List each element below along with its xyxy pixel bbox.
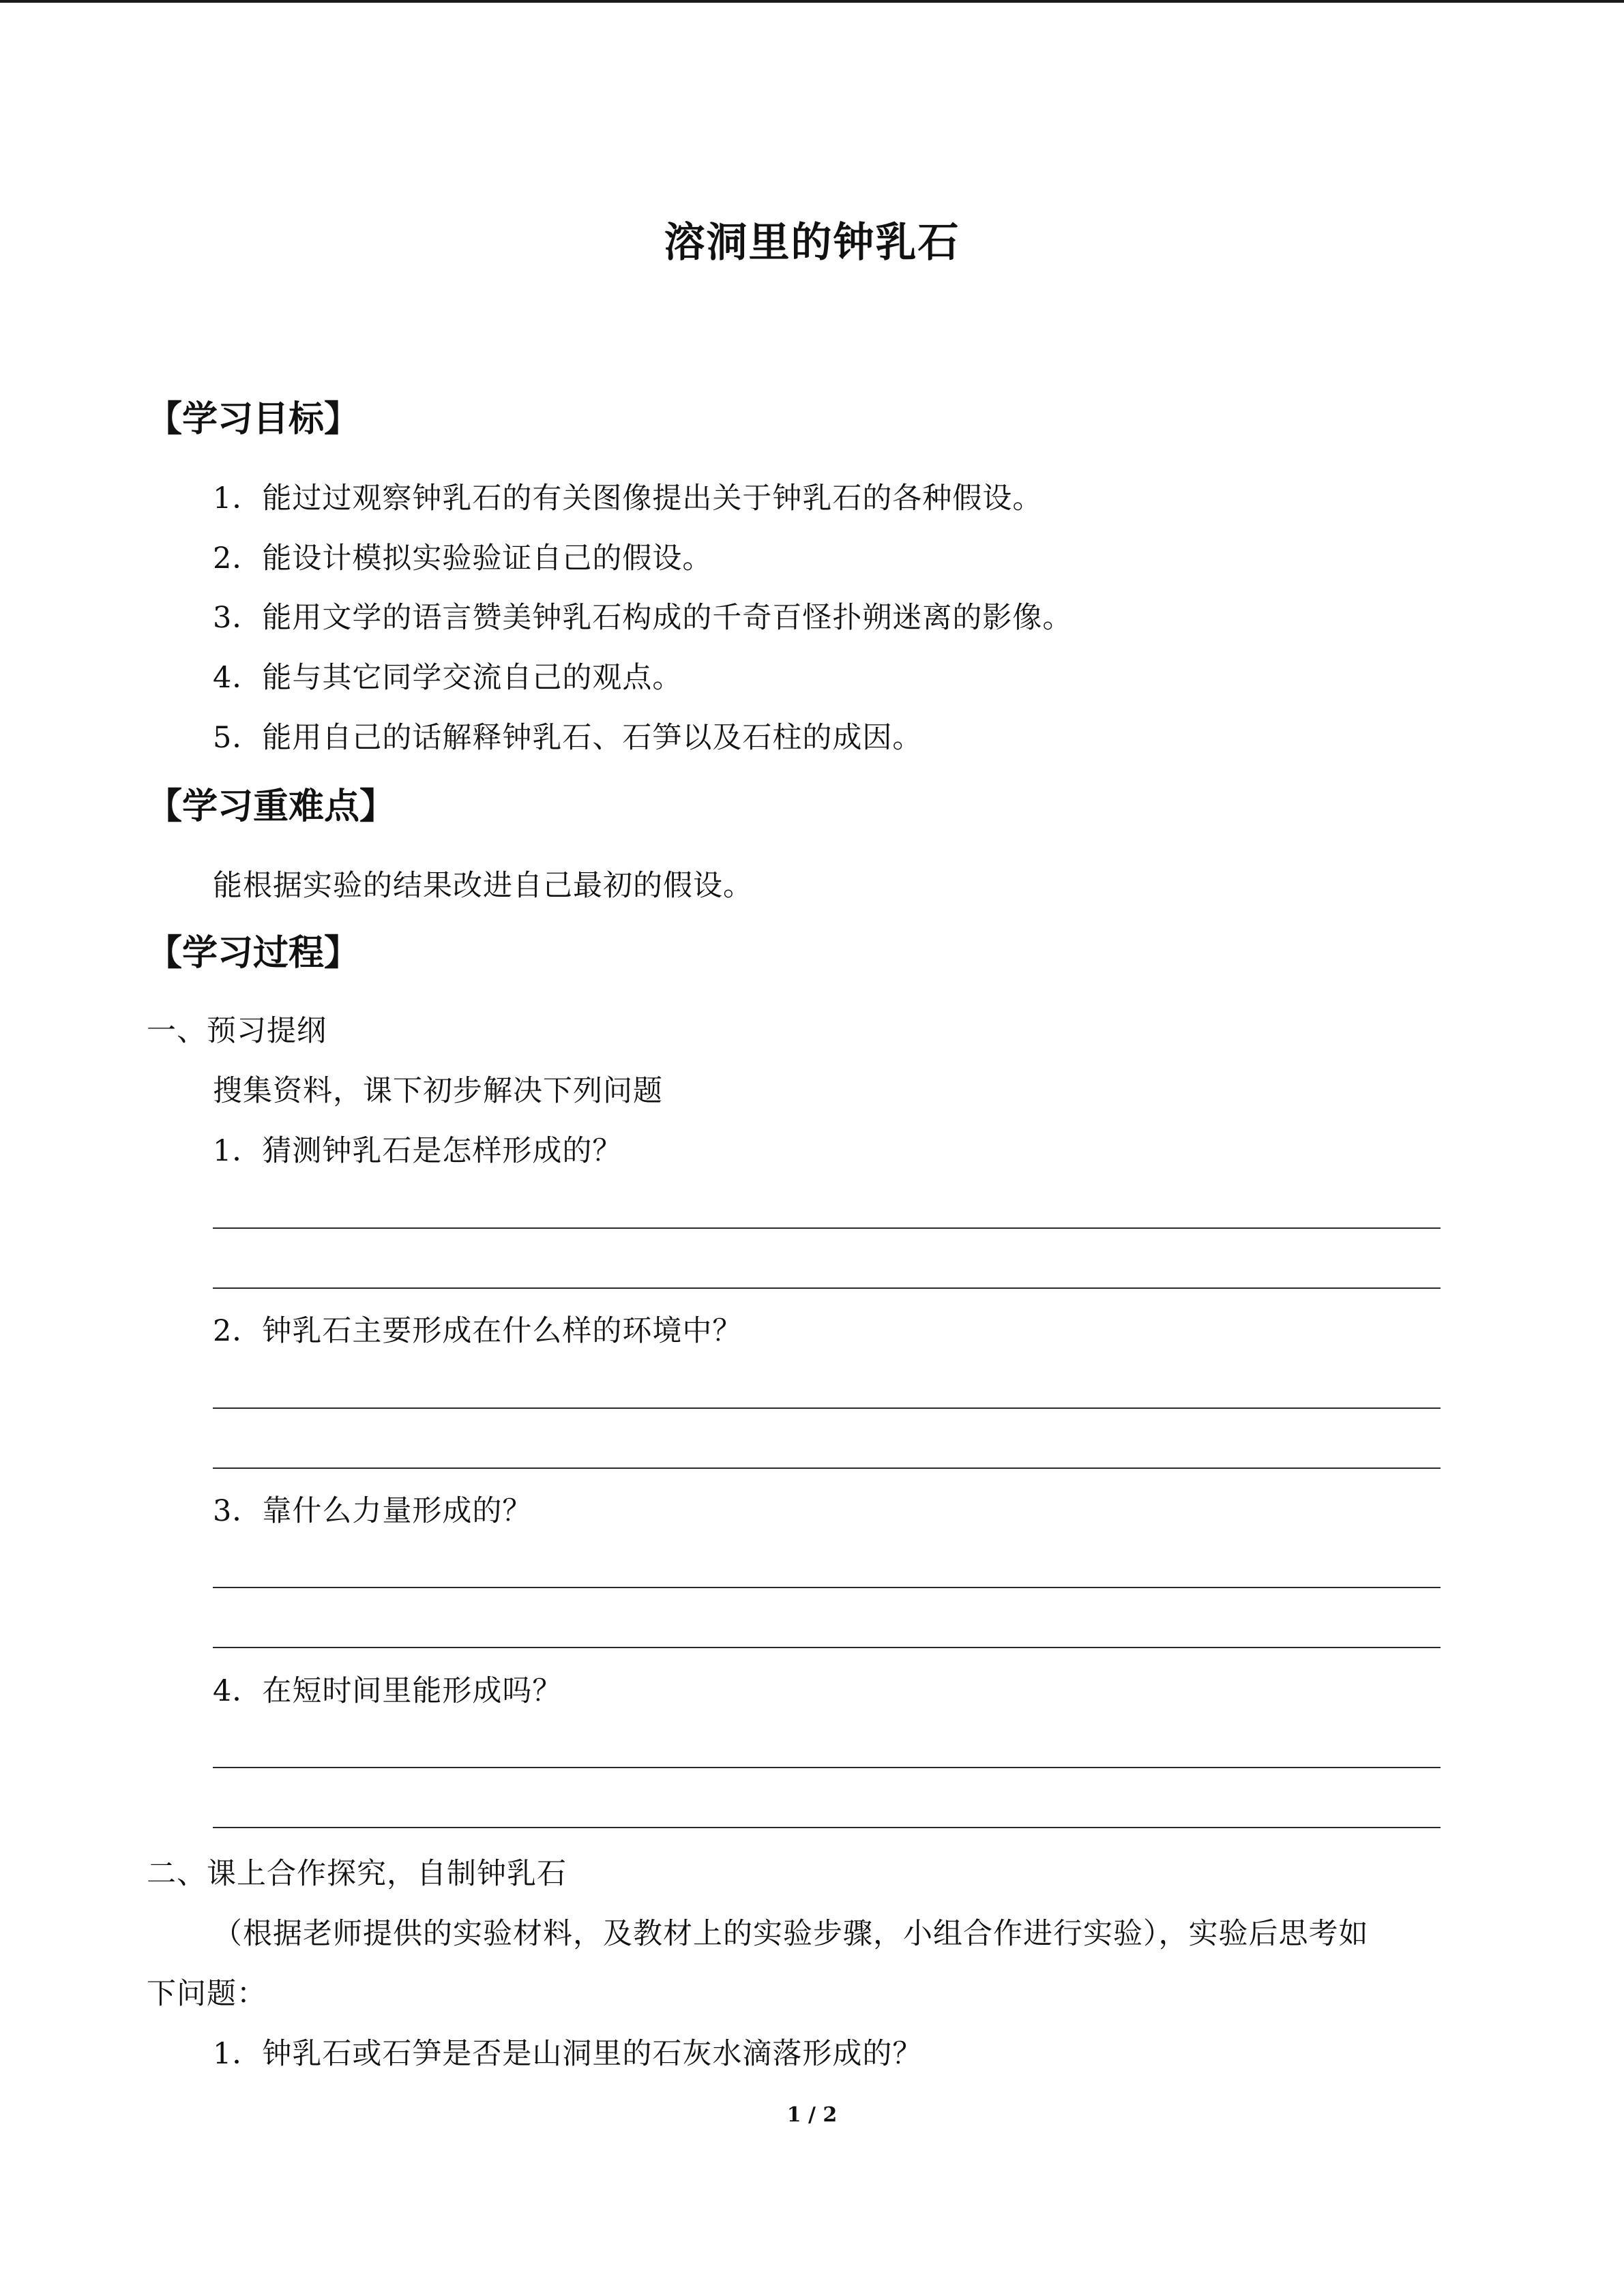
answer-line[interactable] — [213, 1767, 1441, 1768]
inquiry-question: 1．钟乳石或石笋是否是山洞里的石灰水滴落形成的？ — [213, 2037, 923, 2071]
section-heading-process: 【学习过程】 — [147, 933, 360, 974]
part2-intro-line: （根据老师提供的实验材料，及教材上的实验步骤，小组合作进行实验），实验后思考如 — [213, 1917, 1369, 1951]
part1-title: 一、预习提纲 — [147, 1014, 327, 1048]
section-heading-key-points: 【学习重难点】 — [147, 786, 396, 827]
objective-item: 5．能用自己的话解释钟乳石、石笋以及石柱的成因。 — [213, 721, 923, 755]
page-number: 1 / 2 — [786, 2103, 838, 2127]
answer-line[interactable] — [213, 1827, 1441, 1828]
answer-line[interactable] — [213, 1227, 1441, 1229]
answer-line[interactable] — [213, 1587, 1441, 1588]
top-border — [0, 0, 1624, 3]
part2-title: 二、课上合作探究，自制钟乳石 — [147, 1857, 567, 1891]
objective-item: 1．能过过观察钟乳石的有关图像提出关于钟乳石的各种假设。 — [213, 481, 1043, 516]
objective-item: 2．能设计模拟实验验证自己的假设。 — [213, 541, 713, 576]
preview-question: 1．猜测钟乳石是怎样形成的？ — [213, 1134, 623, 1168]
answer-line[interactable] — [213, 1467, 1441, 1469]
objective-item: 4．能与其它同学交流自己的观点。 — [213, 661, 683, 695]
preview-question: 3．靠什么力量形成的？ — [213, 1494, 533, 1528]
preview-question: 4．在短时间里能形成吗？ — [213, 1674, 563, 1708]
key-points-text: 能根据实验的结果改进自己最初的假设。 — [213, 869, 753, 903]
preview-question: 2．钟乳石主要形成在什么样的环境中？ — [213, 1314, 743, 1348]
objective-item: 3．能用文学的语言赞美钟乳石构成的千奇百怪扑朔迷离的影像。 — [213, 601, 1073, 635]
answer-line[interactable] — [213, 1287, 1441, 1289]
part1-intro: 搜集资料，课下初步解决下列问题 — [213, 1074, 663, 1108]
answer-line[interactable] — [213, 1647, 1441, 1648]
part2-intro-line: 下问题： — [147, 1977, 267, 2011]
section-heading-objectives: 【学习目标】 — [147, 399, 360, 440]
answer-line[interactable] — [213, 1407, 1441, 1409]
page-title: 溶洞里的钟乳石 — [664, 219, 960, 267]
